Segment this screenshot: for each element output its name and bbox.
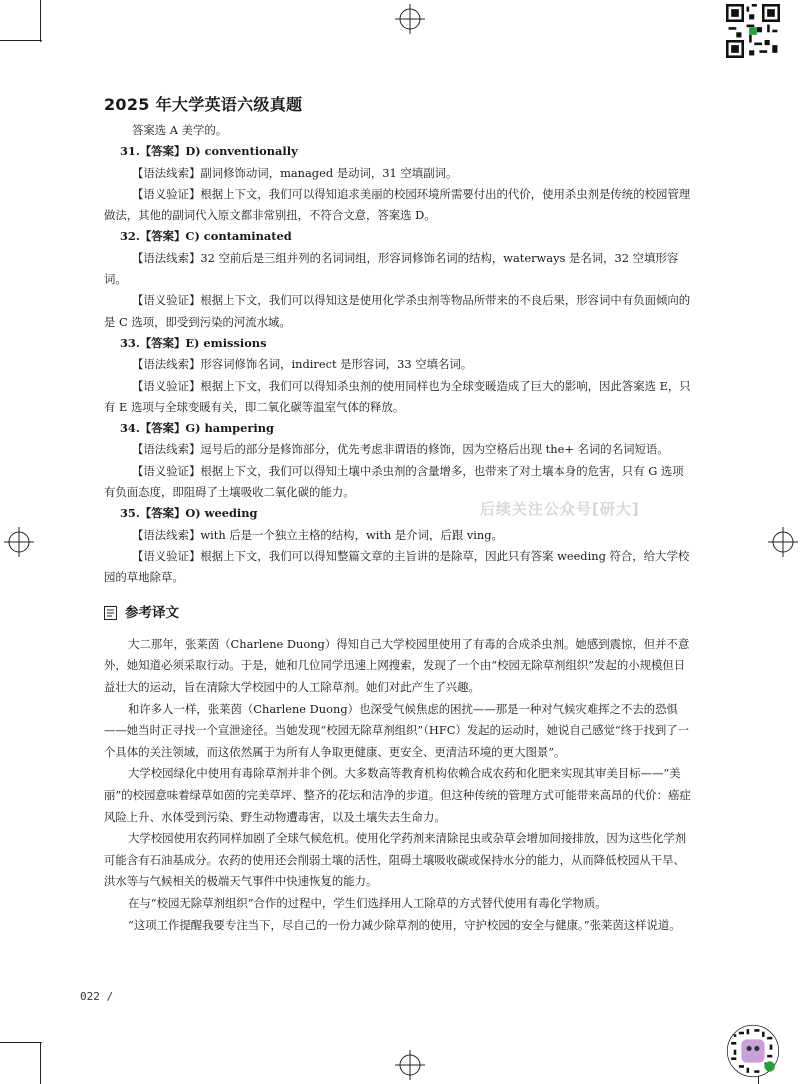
page-number: 022 / — [80, 990, 114, 1003]
registration-mark-icon — [395, 4, 425, 34]
registration-mark-icon — [395, 1050, 425, 1080]
grammar-clue-34: 【语法线索】逗号后的部分是修饰部分，优先考虑非谓语的修饰，因为空格后出现 the+ 名词的名词短语。 — [132, 442, 669, 457]
translation-paragraph: 大二那年，张莱茵（Charlene Duong）得知自己大学校园里使用了有毒的合成杀虫剂。她感到震惊，但并不意外，她知道必须采取行动。于是，她和几位同学迅速上网搜索，发现了一个由“校园无除草剂组织”发起的小规模但日益壮大的运动，旨在清除大学校园中的人工除草剂。她们对此产生了兴趣。 — [104, 636, 690, 695]
answer-line: 答案选 A 美学的。 — [132, 123, 228, 137]
crop-mark — [0, 40, 42, 41]
semantic-check-35: 【语义验证】根据上下文，我们可以得知整篇文章的主旨讲的是除草，因此只有答案 weeding 符合，给大学校园的草地除草。 — [104, 548, 690, 585]
grammar-clue-31: 【语法线索】副词修饰动词，managed 是动词，31 空填副词。 — [132, 165, 458, 180]
page-title: 2025 年大学英语六级真题 — [104, 95, 303, 114]
grammar-clue-32: 【语法线索】32 空前后是三组并列的名词词组，形容词修饰名词的结构，waterways 是名词，32 空填形容词。 — [104, 250, 679, 287]
answer-34: 34.【答案】G) hampering — [120, 421, 274, 436]
answer-31: 31.【答案】D) conventionally — [120, 144, 298, 159]
translation-block — [104, 634, 694, 936]
grammar-clue-35: 【语法线索】with 后是一个独立主格的结构，with 是介词，后跟 ving。 — [132, 527, 503, 542]
section-heading — [104, 603, 694, 624]
qr-code-icon — [726, 4, 780, 58]
translation-paragraph: 和许多人一样，张莱茵（Charlene Duong）也深受气候焦虑的困扰——那是一种对气候灾难挥之不去的恐惧——她当时正寻找一个宣泄途径。当她发现“校园无除草剂组织”（HFC）发起的运动时，她说自己感觉“终于找到了一个具体的关注领域，而这依然属于为所有人争取更健康、更安全、更清洁环境的更大图景”。 — [104, 701, 690, 759]
registration-mark-icon — [768, 527, 798, 557]
grammar-clue-33: 【语法线索】形容词修饰名词，indirect 是形容词，33 空填名词。 — [132, 357, 473, 372]
answer-33: 33.【答案】E) emissions — [120, 335, 267, 350]
answer-32: 32.【答案】C) contaminated — [120, 229, 292, 244]
semantic-check-33: 【语义验证】根据上下文，我们可以得知杀虫剂的使用同样也为全球变暖造成了巨大的影响，因此答案选 E，只有 E 选项与全球变暖有关，即二氧化碳等温室气体的释放。 — [104, 378, 691, 414]
semantic-check-31: 【语义验证】根据上下文，我们可以得知追求美丽的校园环境所需要付出的代价，使用杀虫剂是传统的校园管理做法，其他的副词代入原文都非常别扭，不符合文意，答案选 D。 — [104, 186, 691, 223]
document-body — [104, 120, 694, 936]
translation-paragraph: 在与“校园无除草剂组织”合作的过程中，学生们选择用人工除草的方式替代使用有毒化学物质。 — [128, 895, 607, 910]
document-icon — [104, 606, 117, 620]
translation-paragraph: 大学校园使用农药同样加剧了全球气候危机。使用化学药剂来清除昆虫或杂草会增加间接排放，因为这些化学剂可能含有石油基成分。农药的使用还会削弱土壤的活性，阻碍土壤吸收碳或保持水分的能力，从而降低校园从干旱、洪水等与气候相关的极端天气事件中快速恢复的能力。 — [104, 831, 687, 889]
semantic-check-32: 【语义验证】根据上下文，我们可以得知这是使用化学杀虫剂等物品所带来的不良后果，形容词中有负面倾向的是 C 选项，即受到污染的河流水域。 — [104, 293, 691, 329]
answer-35: 35.【答案】O) weeding — [120, 506, 258, 521]
translation-paragraph: 大学校园绿化中使用有毒除草剂并非个例。大多数高等教育机构依赖合成农药和化肥来实现其审美目标——“美丽”的校园意味着绿草如茵的完美草坪、整齐的花坛和洁净的步道。但这种传统的管理方式可能带来高昂的代价：癌症风险上升、水体受到污染、野生动物遭毒害，以及土壤失去生命力。 — [104, 766, 691, 824]
watermark: 后续关注公众号[研大] — [480, 500, 640, 518]
semantic-check-34: 【语义验证】根据上下文，我们可以得知土壤中杀虫剂的含量增多，也带来了对土壤本身的危害，只有 G 选项有负面态度，即阻碍了土壤吸收二氧化碳的能力。 — [104, 463, 684, 500]
crop-mark — [40, 1042, 41, 1084]
registration-mark-icon — [4, 527, 34, 557]
section-title: 参考译文 — [125, 604, 179, 621]
crop-mark — [0, 1042, 42, 1043]
crop-mark — [40, 0, 41, 42]
translation-paragraph: “这项工作提醒我要专注当下，尽自己的一份力减少除草剂的使用，守护校园的安全与健康。”张莱茵这样说道。 — [128, 917, 681, 932]
qr-code-icon — [726, 1024, 780, 1078]
